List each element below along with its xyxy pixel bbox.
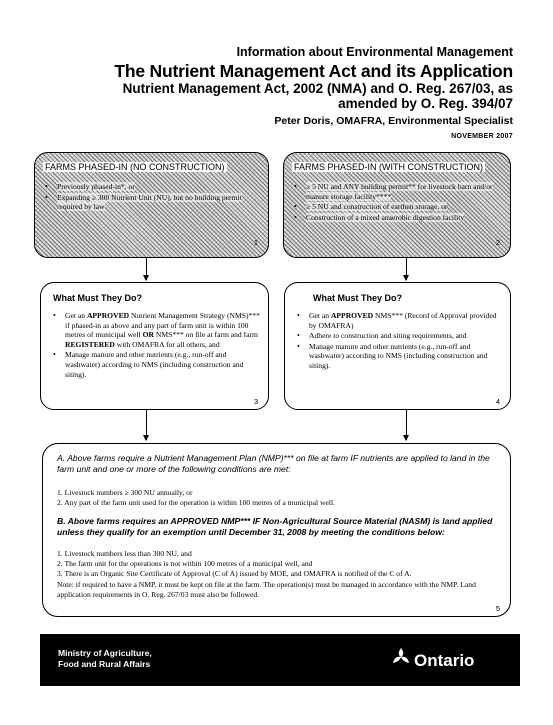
note-text: Note: if required to have a NMP, it must be kept on file at the farm. The operation(s) must be managed in accordance with the NMP. Land application requirements in O. Reg. 267/03 must also be followed.: [57, 580, 476, 599]
publication-date: NOVEMBER 2007: [451, 133, 513, 140]
arrow-down-icon: [146, 410, 147, 440]
header-subtitle: Information about Environmental Management: [236, 45, 513, 59]
box2-number: 2: [495, 238, 500, 247]
ontario-trillium-logo-icon: [391, 647, 411, 667]
list-item: 3. There is an Organic Site Certificate of Approval (C of A) issued by MOE, and OMAFRA is notified of the C of A.: [57, 569, 412, 578]
part-a-text: A. Above farms require a Nutrient Management Plan (NMP)*** on file at farm IF nutrients are applied to land in the farm unit and one or more of the following conditions are met:: [57, 453, 490, 474]
part-a-list: [57, 488, 497, 508]
box4-title: What Must They Do?: [313, 293, 402, 303]
author-line: Peter Doris, OMAFRA, Environmental Specialist: [274, 115, 513, 127]
ministry-name: [58, 648, 152, 669]
box3-title: What Must They Do?: [53, 293, 142, 303]
part-b-text: B. Above farms requires an APPROVED NMP*** IF Non-Agricultural Source Material (NASM) is land applied unless they qualify for an exemption until December 31, 2008 by meeting the conditions below:: [57, 516, 493, 537]
box1-title: FARMS PHASED-IN (NO CONSTRUCTION): [45, 162, 225, 172]
box3-list: [51, 311, 261, 380]
ministry-line-2: Food and Rural Affairs: [58, 658, 151, 669]
box-farms-with-construction: [283, 152, 511, 258]
part-b-list: [57, 549, 502, 579]
list-item: • Expanding ≥ 300 Nutrient Unit (NU), but no building permit required by law: [43, 193, 253, 212]
arrow-down-icon: [406, 410, 407, 440]
list-item: 2. Any part of the farm unit used for the operation is within 100 metres of a municipal well.: [57, 498, 335, 507]
box-what-must-they-do-2: [284, 282, 511, 410]
list-item: 1. Livestock numbers ≥ 300 NU annually, or: [57, 488, 193, 497]
box1-number: 1: [253, 238, 258, 247]
list-item: • ≥ 5 NU and ANY building permit** for livestock barn and/or manure storage facility****: [292, 182, 500, 201]
box4-number: 4: [495, 397, 500, 406]
list-item: • Manage manure and other nutrients (e.g., run-off and washwater) according to NMS (including construction and siting).: [51, 350, 261, 379]
list-item: • Adhere to construction and siting requirements, and: [295, 331, 503, 341]
list-item: 2. The farm unit for the operations is not within 100 metres of a municipal well, and: [57, 559, 313, 568]
box4-list: [295, 311, 503, 372]
ministry-line-1: Ministry of Agriculture,: [58, 648, 152, 658]
box2-list: [292, 182, 500, 223]
list-item: 1. Livestock numbers less than 300 NU, and: [57, 549, 192, 558]
list-item: • Get an APPROVED NMS*** (Record of Approval provided by OMAFRA): [295, 311, 503, 330]
box-farms-no-construction: [34, 152, 269, 258]
header-act-line: Nutrient Management Act, 2002 (NMA) and O. Reg. 267/03, as: [122, 81, 513, 96]
header-amendment-line: amended by O. Reg. 394/07: [338, 96, 513, 111]
list-item: • Get an APPROVED Nutrient Management Strategy (NMS)*** if phased-in as above and any part of farm unit is within 100 metres of municipal well OR NMS*** on file at farm and farm REGISTERED with OMAFRA for all others, and: [51, 311, 261, 349]
box-what-must-they-do-1: [40, 282, 269, 410]
box3-number: 3: [253, 397, 258, 406]
box5-number: 5: [495, 604, 500, 613]
list-item: • Manage manure and other nutrients (e.g., run-off and washwater) according to NMS (including construction and siting).: [295, 342, 503, 371]
arrow-down-icon: [406, 258, 407, 280]
list-item: • Previously phased-in*, or: [43, 182, 253, 192]
ontario-wordmark: Ontario: [414, 651, 475, 670]
arrow-down-icon: [146, 258, 147, 280]
box-nutrient-management-plan: [42, 443, 511, 617]
box1-list: [43, 182, 253, 213]
page-title: The Nutrient Management Act and its Application: [114, 61, 513, 81]
box2-title: FARMS PHASED-IN (WITH CONSTRUCTION): [294, 162, 483, 172]
list-item: • Construction of a mixed anaerobic digestion facility: [292, 213, 500, 223]
list-item: • ≥ 5 NU and construction of earthen storage, or: [292, 202, 500, 212]
